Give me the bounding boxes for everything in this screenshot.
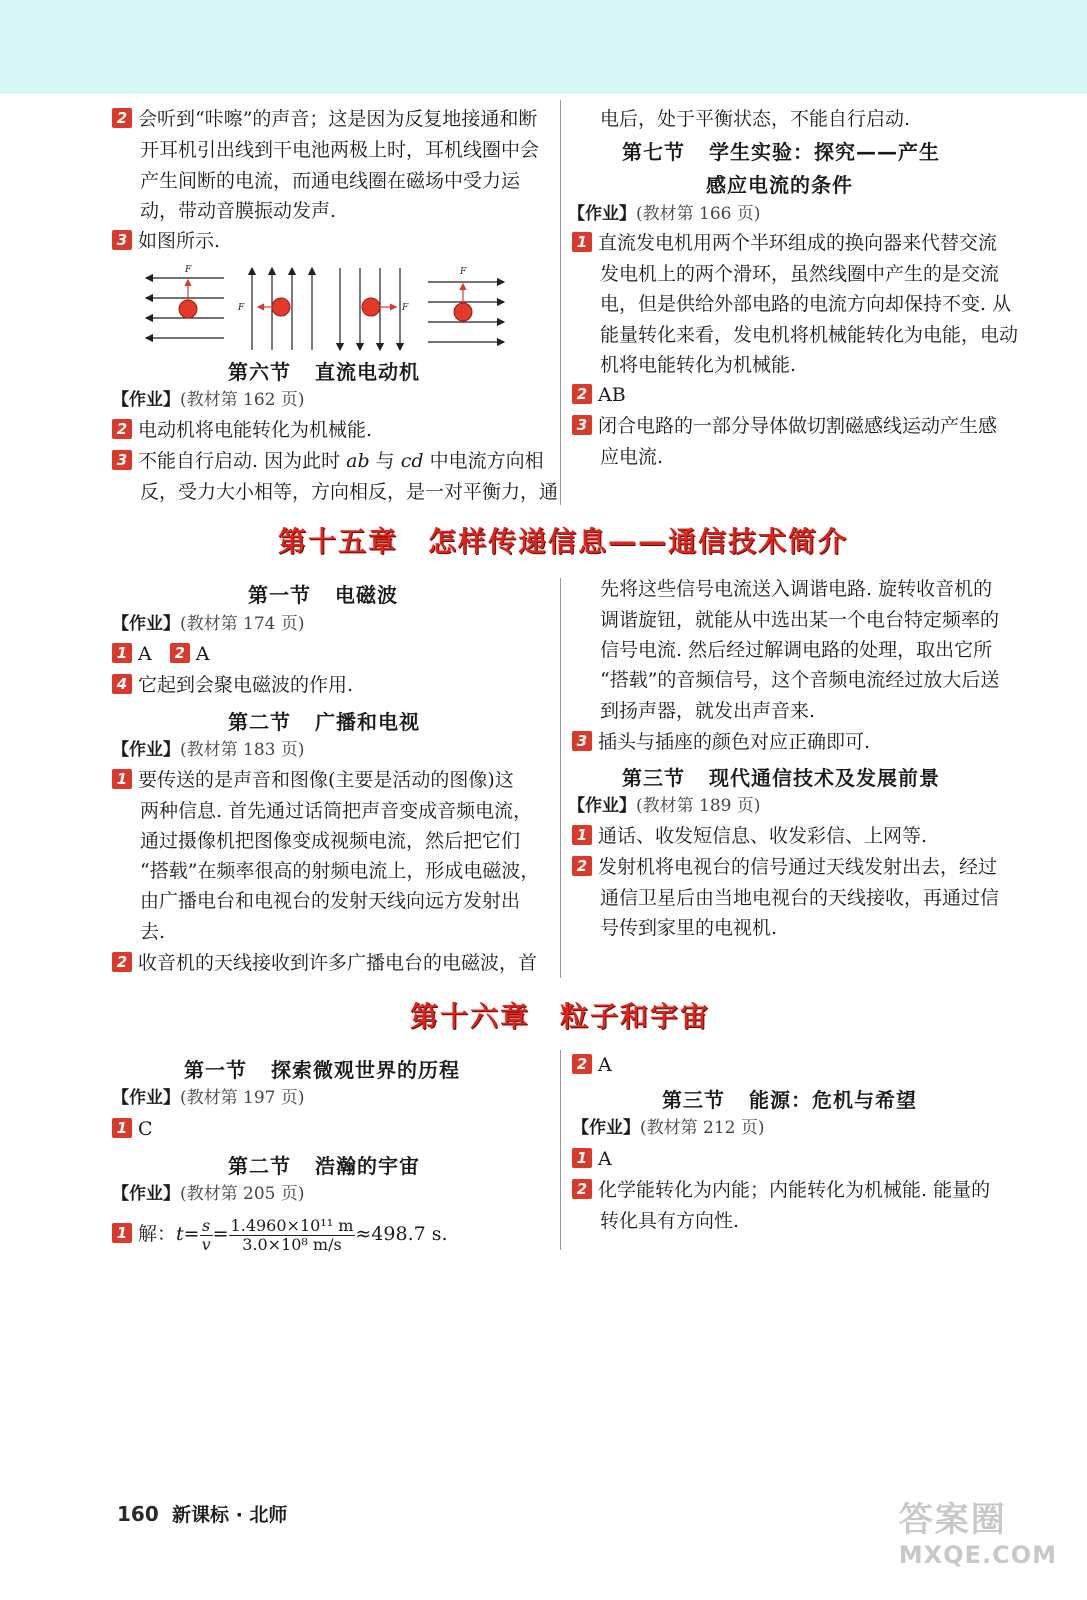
q2-line-1: 2 会听到“咔嚓”的声音；这是因为反复地接通和断	[112, 104, 537, 134]
q1-line-1: 1 要传送的是声音和图像(主要是活动的图像)这	[112, 765, 514, 795]
q1-line-2: 两种信息. 首先通过话筒把声音变成音频电流，	[140, 800, 533, 822]
section-title: 第二节 广播和电视	[228, 710, 420, 734]
section-title: 第一节 探索微观世界的历程	[184, 1058, 460, 1082]
q3-line-1: 3 闭合电路的一部分导体做切割磁感线运动产生感	[572, 411, 997, 441]
q3-line-2: 反，受力大小相等，方向相反，是一对平衡力，通	[140, 481, 559, 503]
q2-line-4: 动，带动音膜振动发声.	[140, 200, 337, 222]
page-number: 160	[117, 1502, 159, 1526]
q1-line-4: “搭载”在频率很高的射频电流上，形成电磁波，	[140, 860, 540, 882]
page-footer	[117, 1500, 287, 1527]
q1-line-4: 能量转化来看，发电机将机械能转化为电能，电动	[600, 324, 1019, 346]
q1-line-6: 去.	[140, 921, 166, 943]
fraction-values: $\frac{\text{1.4960×10¹¹ m}}{\text{3.0×10⁸ m/s}}$	[230, 1215, 354, 1254]
cont-line-4: “搭载”的音频信号，这个音频电流经过放大后送	[600, 669, 1000, 691]
homework-line: 【作业】(教材第 205 页)	[112, 1184, 305, 1204]
q2-line: 2 AB	[572, 380, 626, 410]
q2-line-1: 2 发射机将电视台的信号通过天线发射出去，经过	[572, 852, 997, 882]
q2-line-1: 2 化学能转化为内能；内能转化为机械能. 能量的	[572, 1175, 990, 1205]
q3-line: 3 插头与插座的颜色对应正确即可.	[572, 727, 870, 757]
column-divider	[560, 1050, 561, 1250]
watermark-logo: 答案圈 MXQE.COM	[898, 1500, 1057, 1569]
q1-line-5: 机将电能转化为机械能.	[600, 354, 797, 376]
q1-line: 1 通话、收发短信息、收发彩信、上网等.	[572, 821, 927, 851]
section-title: 第六节 直流电动机	[228, 360, 420, 384]
section-title: 第二节 浩瀚的宇宙	[228, 1154, 420, 1178]
section-title: 第三节 能源：危机与希望	[662, 1088, 917, 1112]
q4-line: 4 它起到会聚电磁波的作用.	[112, 670, 353, 700]
force-label: F	[402, 303, 409, 313]
homework-line: 【作业】(教材第 183 页)	[112, 740, 305, 760]
q1-line-2: 发电机上的两个滑环，虽然线圈中产生的是交流	[600, 263, 1000, 285]
q1-line-3: 电，但是供给外部电路的电流方向却保持不变. 从	[600, 293, 1012, 315]
column-divider	[560, 578, 561, 978]
section-title-cont: 感应电流的条件	[706, 173, 853, 197]
question-number: 3	[112, 230, 132, 250]
q2-line: 2 A	[572, 1050, 612, 1080]
cont-line-2: 调谐旋钮，就能从中选出某一个电台特定频率的	[600, 609, 1000, 631]
chapter-title: 第十六章 粒子和宇宙	[410, 1000, 711, 1033]
homework-line: 【作业】(教材第 212 页)	[572, 1118, 765, 1138]
q1-q2-line: 1 A 2 A	[112, 639, 209, 669]
column-divider	[560, 100, 561, 505]
force-label: F	[460, 267, 467, 277]
cont-line-3: 信号电流. 然后经过解调电路的处理，取出它所	[600, 639, 993, 661]
question-number: 2	[112, 108, 132, 128]
q1-line: 1 A	[572, 1144, 612, 1174]
cont-line-5: 到扬声器，就发出声音来.	[600, 700, 816, 722]
homework-line: 【作业】(教材第 197 页)	[112, 1088, 305, 1108]
cont-line-1: 先将这些信号电流送入调谐电路. 旋转收音机的	[600, 578, 993, 600]
section-title: 第七节 学生实验：探究——产生	[622, 140, 940, 164]
fraction-sv: $\frac{s}{v}$	[201, 1215, 211, 1254]
q1-line-3: 通过摄像机把图像变成视频电流，然后把它们	[140, 830, 521, 852]
force-label: F	[185, 265, 192, 275]
top-color-band	[0, 0, 1087, 94]
homework-line: 【作业】(教材第 162 页)	[112, 390, 305, 410]
q2-line: 2 电动机将电能转化为机械能.	[112, 415, 372, 445]
q2-line-3: 号传到家里的电视机.	[600, 917, 778, 939]
q2-line: 2 收音机的天线接收到许多广播电台的电磁波，首	[112, 948, 537, 978]
continued-line: 电后，处于平衡状态，不能自行启动.	[600, 108, 911, 130]
chapter-title: 第十五章 怎样传递信息——通信技术简介	[278, 525, 849, 558]
q1-line: 1 C	[112, 1114, 153, 1144]
q3-line: 3 如图所示.	[112, 226, 220, 256]
homework-line: 【作业】(教材第 166 页)	[568, 204, 761, 224]
q3-line-2: 应电流.	[600, 446, 664, 468]
q3-line-1: 3 不能自行启动. 因为此时 ab 与 cd 中电流方向相	[112, 446, 544, 476]
homework-line: 【作业】(教材第 189 页)	[568, 796, 761, 816]
q2-line-2: 通信卫星后由当地电视台的天线接收，再通过信	[600, 887, 1000, 909]
force-label: F	[238, 303, 245, 313]
homework-line: 【作业】(教材第 174 页)	[112, 614, 305, 634]
q2-line-2: 开耳机引出线到干电池两极上时，耳机线圈中会	[140, 139, 540, 161]
q1-formula: 1 解：t= $\frac{s}{v}$ = $\frac{\text{1.4960×10¹¹ m}}{\text{3.0×10⁸ m/s}}$ ≈498.7 s.	[112, 1212, 448, 1256]
series-name: 新课标 · 北师	[171, 1504, 288, 1526]
section-title: 第一节 电磁波	[248, 583, 398, 607]
q2-line-2: 转化具有方向性.	[600, 1210, 740, 1232]
section-title: 第三节 现代通信技术及发展前景	[622, 766, 940, 790]
q1-line-1: 1 直流发电机用两个半环组成的换向器来代替交流	[572, 228, 997, 258]
q2-line-3: 产生间断的电流，而通电线圈在磁场中受力运	[140, 170, 521, 192]
q1-line-5: 由广播电台和电视台的发射天线向远方发射出	[140, 890, 521, 912]
force-diagram	[140, 258, 510, 354]
